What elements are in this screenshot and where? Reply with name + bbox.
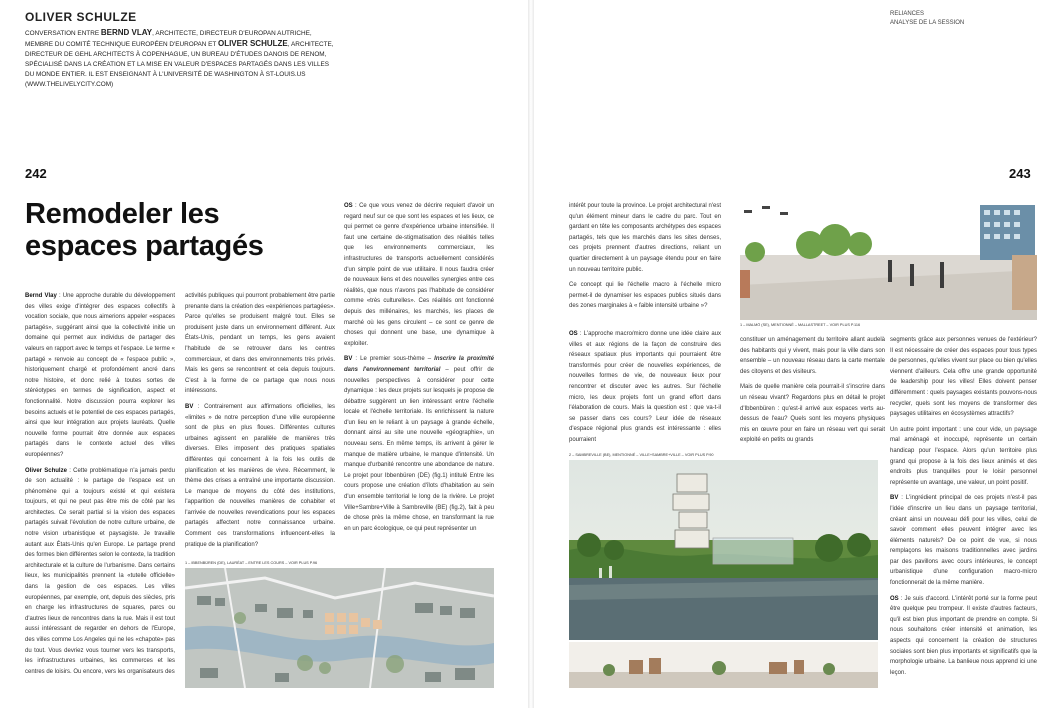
- text-column-6: [890, 335, 1037, 687]
- sambreville-strip-image: [569, 642, 878, 688]
- text-column-3: [344, 201, 494, 557]
- paragraph: intérêt pour toute la province. Le projet architectural n'est qu'un élément mineur dans le cadre du parc. Tout en gardant en tête les composants archétypes des espaces partagés, tels que les marchés dans les sites denses, ces projets prennent d'autres directions, reliant un quartier directement à un paysage étendu pour en faire un nouveau territoire public.: [569, 203, 721, 273]
- malmo-render-image: [740, 200, 1037, 320]
- intro-name-1: BERND VLAY: [100, 28, 153, 37]
- intro-text-3: , ARCHITECTE, DIRECTEUR DE GEHL ARCHITECTS À COPENHAGUE, UN BUREAU D'ÉTUDES DANOIS DE RENOM, SPÉCIALISÉ DANS LA CRÉATION ET LA MISE EN VALEUR D'ESPACES PARTAGÉS DANS LES VILLES DU MONDE ENTIER. IL EST ENSEIGNANT À L'UNIVERSITÉ DE WASHINGTON À ST-LOUIS.US (WWW.THELIVELYCITY.COM): [25, 41, 334, 88]
- paragraph: [344, 201, 494, 349]
- speaker-label: Oliver Schulze: [25, 467, 67, 474]
- paragraph-text: : Ce que vous venez de décrire requiert d'avoir un regard neuf sur ce que sont les espaces et les lieux, ce qui permet ce genre d'expérience urbaine intensifiée. Il faut une certaine de-stigmatisation des réalités telles que les environnements commerciaux, les infrastructures de transports actuellement considérés d'un simple point de vue utilitaire. Il nous faudra créer de nouveaux liens et des nouvelles synergies entre ces réalités, que nous n'avons pas l'habitude de considérer comme «très culturelles». Ces réalités ont fonctionné depuis des millénaires, les marchés, les places de marché où les gens circulent – ce sont ce genre de choses qui donnent une base, une dynamique à exploiter.: [344, 203, 494, 347]
- paragraph: segments grâce aux personnes venues de l'extérieur? Il est nécessaire de créer des espaces pour tous types de personnes, qu'elles vivent sur place ou bien qu'elles viennent d'ailleurs. Cela offre une grande opportunité de leadership pour les villes! Elles doivent penser différemment : quels paysages existants pouvons-nous recycler, quels sont les moyens de transformer des paysages utilitaires en écosystèmes attractifs?: [890, 337, 1037, 418]
- text-column-2: [185, 291, 335, 553]
- speaker-label: OS: [569, 331, 578, 337]
- paragraph-text: – peut offrir de nouvelles perspectives à considérer pour cette dynamique : les deux projets sur lesquels je propose de débattre suggèrent un lien intéressant entre l'échelle locale et l'échelle territoriale. Ils enrichissent la nature d'un lieu en le reliant à un paysage à grande échelle, donnant ainsi au site une nouvelle «géographie», un nouveau sens. En même temps, ils arrivent à gérer le manque de matière urbaine, le manque d'intensité. Un manque d'urbanité rencontre une abondance de nature. Le projet pour Ibbenbüren (DE) (fig.1) intitulé Entre les cours propose une création d'îlots d'habitation au sein d'un ensemble territorial le long de la rivière. Le projet Ville+Sambre+Ville à Sambreville (BE) (fig.2), fait à peu de chose près la même chose, en transformant la rue en un parc écologique, ce qui peut représenter un: [344, 366, 494, 532]
- paragraph-text: : L'ingrédient principal de ces projets n'est-il pas l'idée d'inscrire un lieu dans un paysage territorial, créant ainsi un nouveau défi pour les villes, celui de savoir comment elles peuvent intégrer avec les éléments naturels? De ce point de vue, si nous remplaçons les maisons traditionnelles avec jardins par des pavillons avec cours intérieures, le concept urbanistique d'une configuration macro-micro fonctionnerait de la même manière.: [890, 495, 1037, 587]
- figure-3-caption: 1 – MALMÖ (SE), MENTIONNÉ – MALLASTREET – VOIR PLUS P.116: [740, 323, 861, 327]
- site-plan-image: [185, 568, 494, 688]
- paragraph-text: : L'approche macro/micro donne une idée claire aux villes et aux régions de la façon de construire des réseaux spatiaux plus importants qui pourraient être transformés pour créer de nouvelles expériences, de nouvelles formes de vie, de nouveaux lieux pour rencontrer et discuter avec les autres. Sur l'échelle micro, les deux projets font un grand effort dans l'élaboration de cours. Mais la question est : que va-t-il se passer dans ces cours? Leur idée de réseaux d'espace régional plus grands est intéressante : elles pourraient: [569, 331, 721, 443]
- running-head: [890, 10, 964, 28]
- figure-3-malmo-render: [740, 200, 1037, 320]
- text-column-4b: [569, 329, 721, 449]
- speaker-label: OS: [890, 595, 899, 602]
- page-number-right: 243: [1009, 166, 1031, 181]
- figure-2-strip-render: [569, 642, 878, 688]
- text-column-1: [25, 291, 175, 687]
- paragraph: Mais de quelle manière cela pourrait-il s'inscrire dans un réseau vivant? Regardons plus en détail le projet d'Ibbenbüren : qu'est-il arrivé aux espaces verts au-dessus de l'eau? Quels sont les moyens physiques mis en œuvre pour en faire un réseau vert qui serait exploité en petits ou grands: [740, 384, 885, 444]
- page-gutter: [528, 0, 534, 708]
- paragraph: [25, 291, 175, 461]
- paragraph: [890, 594, 1037, 679]
- paragraph-text: : Cette problématique n'a jamais perdu de son actualité : le partage de l'espace est un phénomène qui a toujours existé et qui existera toujours, et qui ne peut pas être mis de côté par les architectes. Ce serait partial si la vision des espaces partagés suivait l'évolution de notre culture urbaine, de notre vision urbanistique et paysagiste. Je travaille autant aux États-Unis qu'en Europe. Le partage prend des formes bien différentes selon le contexte, la tradition architecturale et la culture de l'urbanisme. Dans certains lieux, les municipalités prennent la «tutelle officielle» dans la gestion de ces espaces. Les villes européennes, par exemple, ont, depuis des siècles, pris en charge les infrastructures de squares, parcs ou d'autres lieux de rencontres dans la rue. Mais il est tout aussi intéressant de regarder en dehors de l'Europe, des villes comme Los Angeles qui ne les «chapote» pas du tout. Vous devriez vous tourner vers les transports, les infrastructures urbaines, les commerces et les centres de loisirs. Ou encore, vers les organisateurs des: [25, 467, 175, 675]
- subtheme-title: Inscrire la proximité dans l'environnement territorial: [344, 356, 494, 373]
- paragraph-text: : Je suis d'accord. L'intérêt porté sur la forme peut être quelque peu trompeur. Il existe d'autres facteurs, qu'il est bien plus important de prendre en compte. Si nous souhaitons créer intensité et animation, les aspects qui concernent la création de structures sociales sont bien plus importants et significatifs que la morphologie urbaine. La banlieue nous apprend ici une leçon.: [890, 595, 1037, 676]
- intro-name-2: OLIVER SCHULZE: [217, 39, 288, 48]
- paragraph-text: : Contrairement aux affirmations officielles, les «limites » de notre perception d'une ville européenne sont de plus en plus floues. Différentes cultures urbaines agissent en parallèle de manières très diverses. Elles imposent des pratiques spatiales différentes qui concernent à la fois les outils de planification et les manières de vivre. Récemment, le thème des crises a entraîné une importante discussion. Le manque de moyens du côté des institutions, l'apparition de nouvelles manières de cohabiter et l'arrivée de nouvelles revendications pour les espaces partagés affectent notre connaissance urbaine. Comment ces transformations influencent-elles la pratique de la planification?: [185, 403, 335, 548]
- figure-2-caption: 2 – SAMBREVILLE (BE), MENTIONNÉ – VILLE+SAMBRE+VILLE – VOIR PLUS P.90: [569, 453, 714, 457]
- paragraph: [344, 354, 494, 534]
- paragraph: [185, 402, 335, 550]
- paragraph: [569, 329, 721, 446]
- title-line-1: Remodeler les: [25, 198, 220, 230]
- paragraph: [25, 466, 175, 678]
- paragraph: constituer un aménagement du territoire allant audelà des habitants qui y vivent, mais pour la ville dans son ensemble – un nouveau réseau dans la carte mentale des citoyens et des visiteurs.: [740, 337, 885, 375]
- intro-text-2: , ARCHITECTE, DIRECTEUR D'EUROPAN AUTRICHE, MEMBRE DU COMITÉ TECHNIQUE EUROPÉEN D'EUROPAN ET: [25, 30, 312, 48]
- page-title: [25, 198, 315, 262]
- author-name: OLIVER SCHULZE: [25, 10, 137, 24]
- page-number-left: 242: [25, 166, 47, 181]
- text-column-5: [740, 335, 885, 444]
- intro-text-1: CONVERSATION ENTRE: [25, 30, 101, 37]
- figure-2-sambreville-render: [569, 460, 878, 640]
- paragraph: activités publiques qui pourront probablement être partie prenante dans la création des «expériences partagées». Parce qu'elles se produisent malgré tout. Elles se produisent juste dans un environnement différent. Aux États-Unis, pendant un temps, les gens avaient l'habitude de se retrouver dans les centres commerciaux, et dans des environnements très privés. Mais les gens se rencontrent et cela depuis toujours. C'est à la forme de ce partage que nous nous intéressons.: [185, 293, 335, 395]
- speaker-label: BV: [344, 356, 353, 363]
- speaker-label: Bernd Vlay: [25, 293, 57, 299]
- paragraph: Un autre point important : une cour vide, un paysage mal aménagé et inoccupé, représente un certain handicap pour l'espace. Alors qu'un territoire plus grand qui propose à la fois des lieux animés et des endroits plus tranquilles pour le loisir personnel représente un avantage, une valeur, un point positif.: [890, 426, 1037, 486]
- figure-1-caption: 1 – IBBENBÜREN (DE), LAURÉAT – ENTRE LES COURS – VOIR PLUS P.96: [185, 561, 318, 565]
- speaker-label: BV: [185, 403, 194, 410]
- running-head-line-2: ANALYSE DE LA SESSION: [890, 20, 965, 26]
- paragraph-text: : Le premier sous-thème –: [352, 356, 435, 363]
- speaker-label: BV: [890, 495, 899, 502]
- figure-1-site-plan: [185, 568, 494, 688]
- sambreville-render-image: [569, 460, 878, 640]
- title-line-2: espaces partagés: [25, 230, 264, 262]
- paragraph: [890, 493, 1037, 588]
- paragraph: Ce concept qui lie l'échelle macro à l'échelle micro permet-il de dynamiser les espaces publics situés dans des zones marginales à « faible intensité urbaine »?: [569, 282, 721, 310]
- paragraph-text: : Une approche durable du développement des villes exige d'intégrer des espaces collectifs à vocation sociale, que nous aimerions appeler «espaces partagés», suggérant ainsi que la collectivité initie un domaine qui permet aux individus de partager des valeurs en rapport avec le temps et l'espace. Le terme « partagé » renvoie au concept de « l'espace public », historiquement chargé et profondément ancré dans notre histoire, et donc relié à toutes sortes de stéréotypes en termes de signification, aspect et fonctionnalité. Notre discussion pourra explorer les besoins actuels et le potentiel de ces espaces partagés, ainsi que leur intégration aux projets lauréats. Quelle nouvelle forme pourrait être donnée aux espaces partagés dans le contexte actuel des villes européennes?: [25, 293, 175, 458]
- intro-paragraph: [25, 28, 340, 90]
- running-head-line-1: RELIANCES: [890, 11, 925, 17]
- speaker-label: OS: [344, 203, 353, 209]
